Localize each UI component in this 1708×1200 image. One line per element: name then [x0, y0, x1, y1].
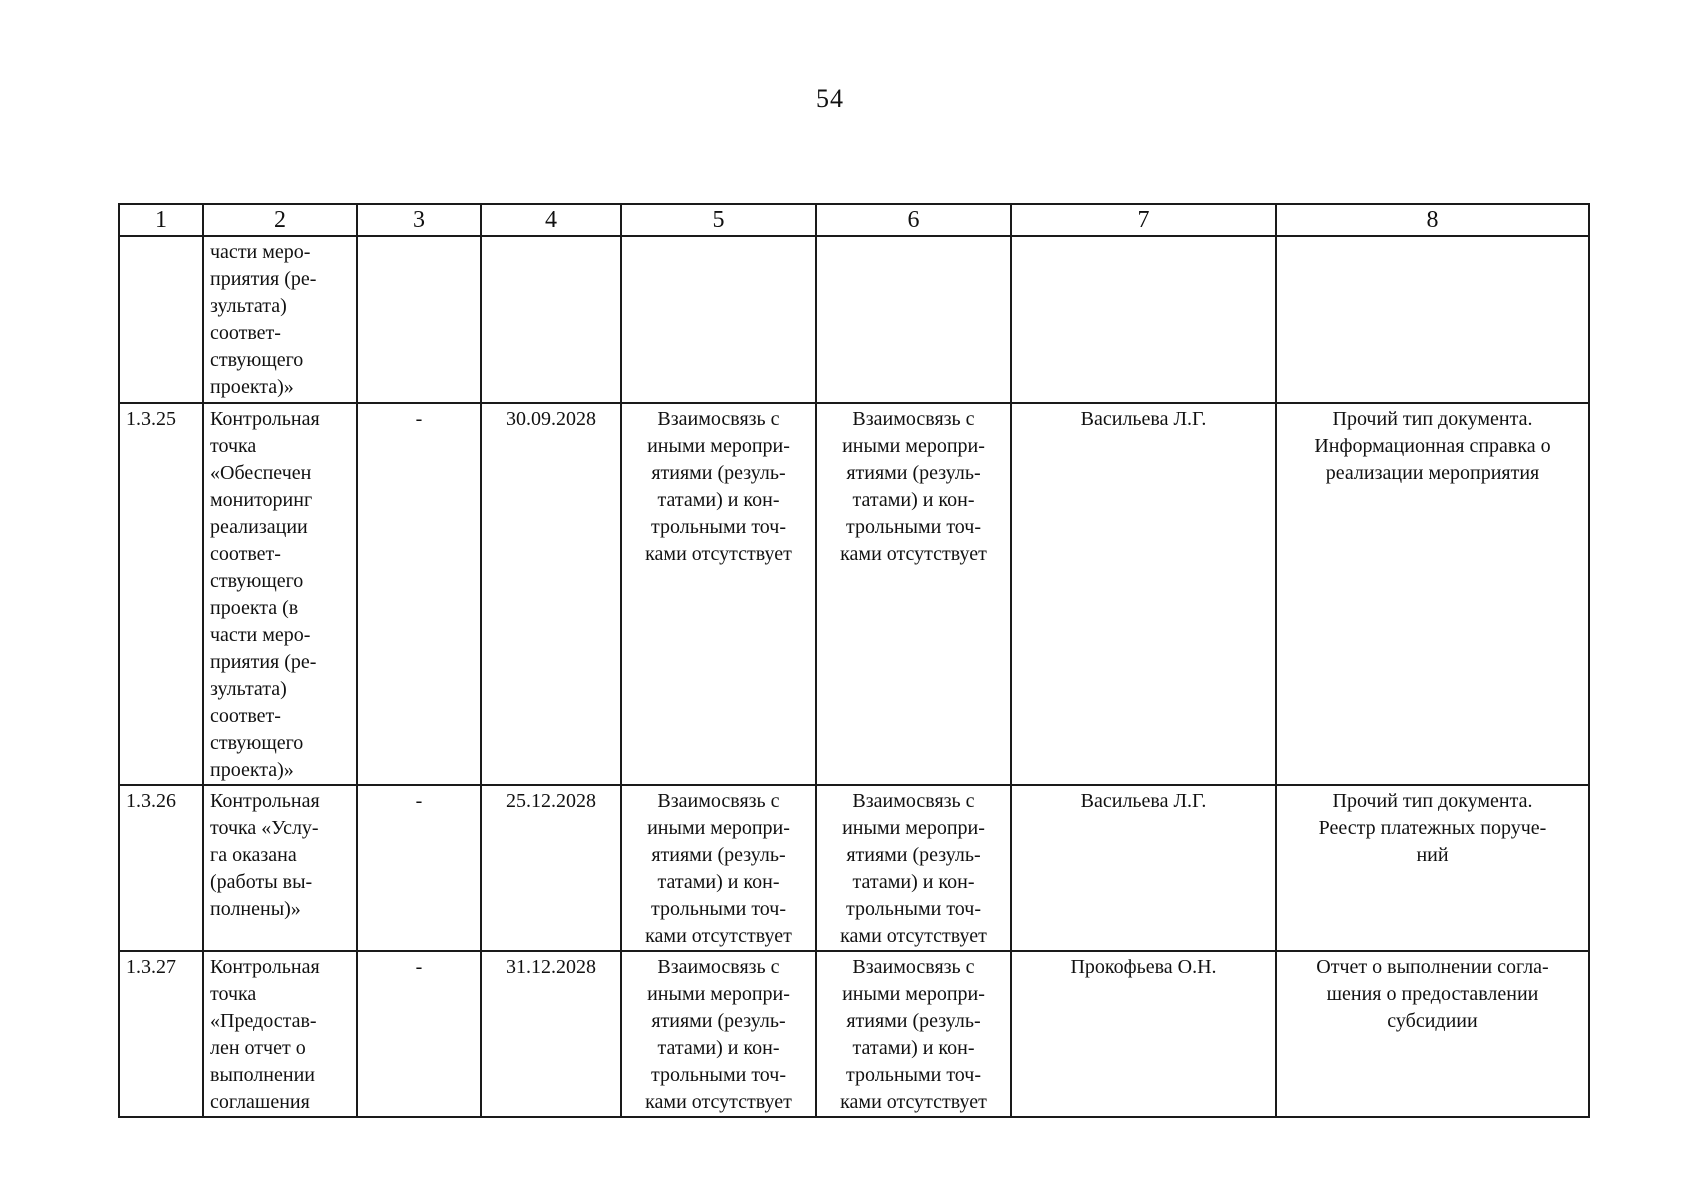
table-row	[119, 785, 1589, 951]
schedule-table	[118, 203, 1590, 1118]
cell-link-5: Взаимосвязь с иными меропри- ятиями (резуль- татами) и кон- трольными точ- ками отсутствует	[621, 785, 816, 951]
cell-link-5: Взаимосвязь с иными меропри- ятиями (резуль- татами) и кон- трольными точ- ками отсутствует	[621, 403, 816, 785]
cell-document: Прочий тип документа. Информационная справка о реализации мероприятия	[1276, 403, 1589, 785]
page-number: 54	[816, 84, 844, 113]
column-header-7: 7	[1011, 204, 1276, 236]
cell-number	[119, 236, 203, 403]
cell-col3: -	[357, 785, 481, 951]
cell-name: Контрольная точка «Услу- га оказана (работы вы- полнены)»	[203, 785, 357, 951]
table-row-continuation	[119, 236, 1589, 403]
cell-name: части меро- приятия (ре- зультата) соответ- ствующего проекта)»	[203, 236, 357, 403]
cell-date: 31.12.2028	[481, 951, 621, 1117]
cell-col3	[357, 236, 481, 403]
cell-responsible	[1011, 236, 1276, 403]
cell-link-5	[621, 236, 816, 403]
table-row	[119, 951, 1589, 1117]
cell-col3: -	[357, 403, 481, 785]
table-row	[119, 403, 1589, 785]
cell-col3: -	[357, 951, 481, 1117]
cell-name: Контрольная точка «Обеспечен мониторинг реализации соответ- ствующего проекта (в части меро- приятия (ре- зультата) соответ- ствующего проекта)»	[203, 403, 357, 785]
cell-name: Контрольная точка «Предостав- лен отчет о выполнении соглашения	[203, 951, 357, 1117]
cell-link-6	[816, 236, 1011, 403]
header-row	[119, 204, 1589, 236]
column-header-6: 6	[816, 204, 1011, 236]
column-header-8: 8	[1276, 204, 1589, 236]
column-header-5: 5	[621, 204, 816, 236]
cell-date: 25.12.2028	[481, 785, 621, 951]
cell-link-6: Взаимосвязь с иными меропри- ятиями (резуль- татами) и кон- трольными точ- ками отсутствует	[816, 951, 1011, 1117]
cell-date: 30.09.2028	[481, 403, 621, 785]
column-header-3: 3	[357, 204, 481, 236]
cell-number: 1.3.27	[119, 951, 203, 1117]
column-header-2: 2	[203, 204, 357, 236]
cell-responsible: Прокофьева О.Н.	[1011, 951, 1276, 1117]
cell-link-5: Взаимосвязь с иными меропри- ятиями (резуль- татами) и кон- трольными точ- ками отсутствует	[621, 951, 816, 1117]
cell-number: 1.3.26	[119, 785, 203, 951]
column-header-1: 1	[119, 204, 203, 236]
cell-document: Прочий тип документа. Реестр платежных поруче- ний	[1276, 785, 1589, 951]
cell-document: Отчет о выполнении согла- шения о предоставлении субсидиии	[1276, 951, 1589, 1117]
cell-date	[481, 236, 621, 403]
cell-link-6: Взаимосвязь с иными меропри- ятиями (резуль- татами) и кон- трольными точ- ками отсутствует	[816, 785, 1011, 951]
cell-responsible: Васильева Л.Г.	[1011, 785, 1276, 951]
cell-document	[1276, 236, 1589, 403]
column-header-4: 4	[481, 204, 621, 236]
cell-link-6: Взаимосвязь с иными меропри- ятиями (резуль- татами) и кон- трольными точ- ками отсутствует	[816, 403, 1011, 785]
cell-number: 1.3.25	[119, 403, 203, 785]
cell-responsible: Васильева Л.Г.	[1011, 403, 1276, 785]
